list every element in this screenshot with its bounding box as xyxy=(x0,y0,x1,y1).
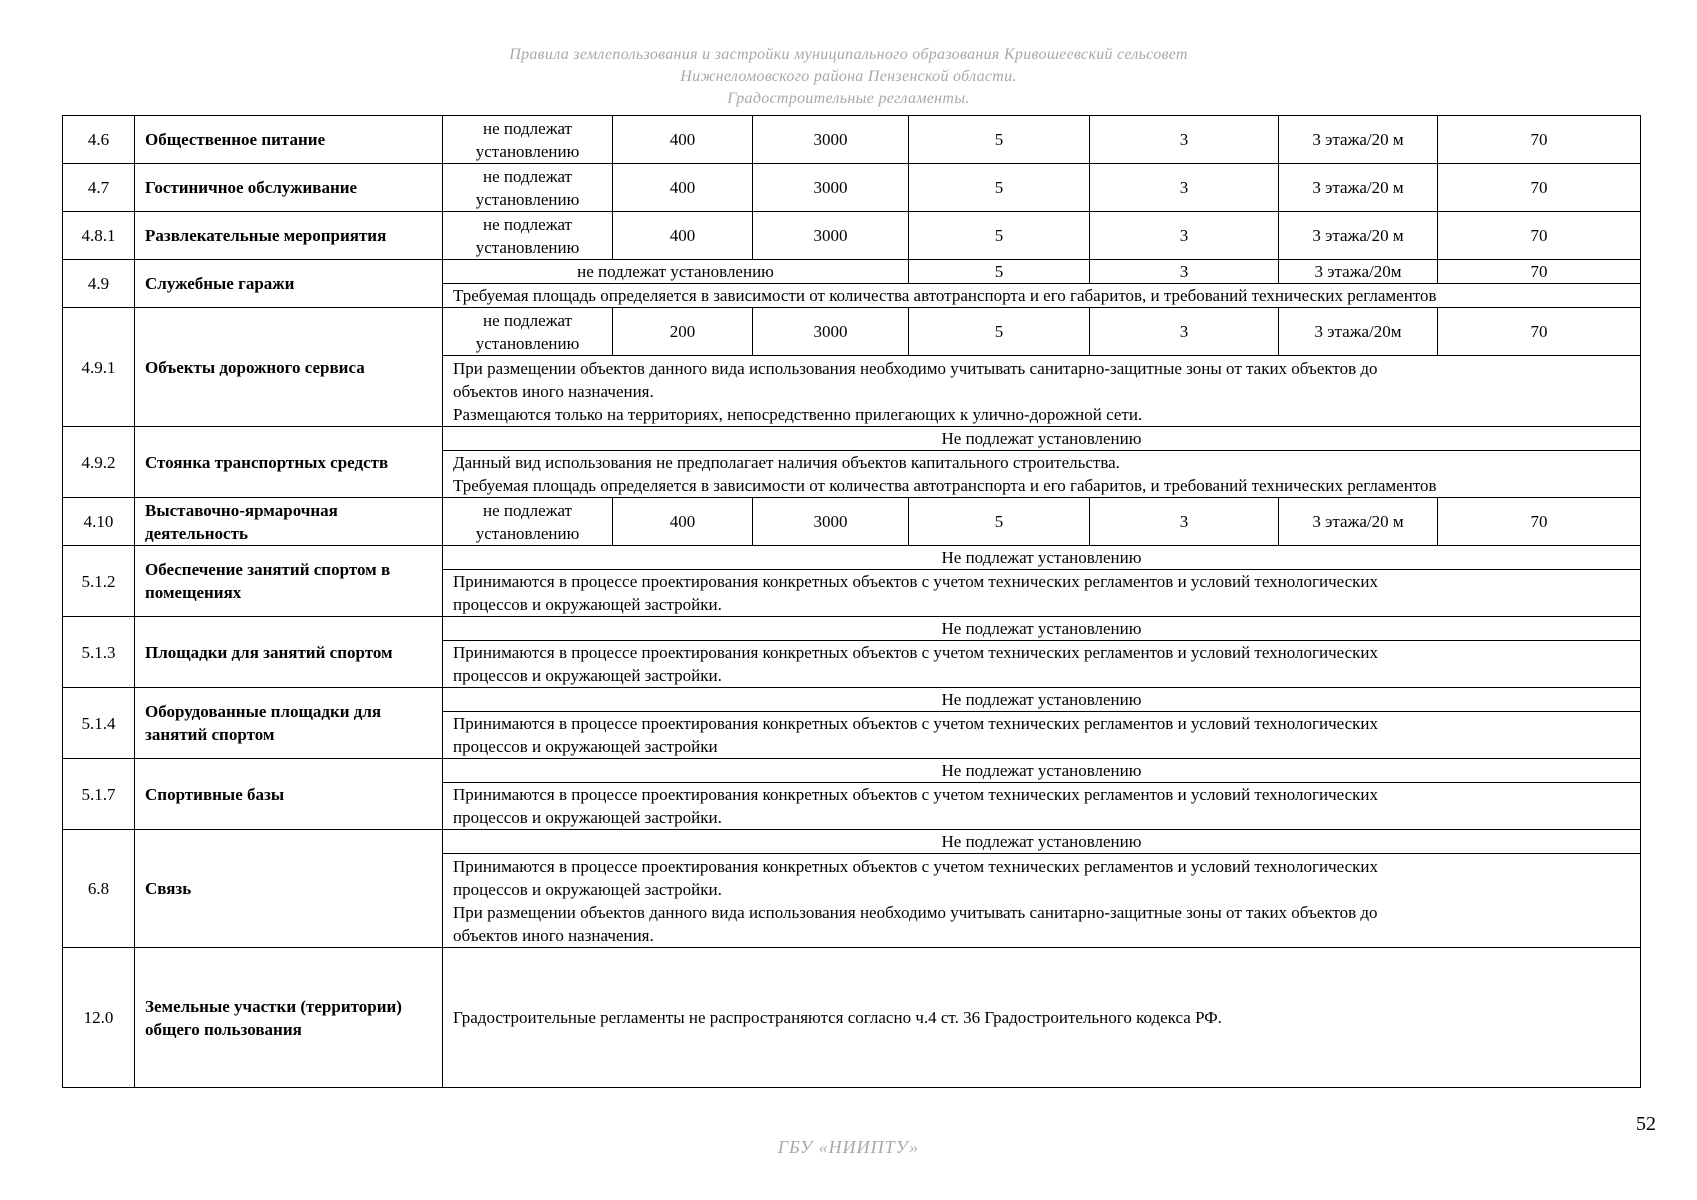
table-row xyxy=(63,308,1641,356)
cell-coverage: 70 xyxy=(1438,164,1641,212)
table-row xyxy=(63,617,1641,641)
cell-note: Принимаются в процессе проектирования конкретных объектов с учетом технических регламентов и условий технологических процессов и окружающей застройки. xyxy=(443,570,1641,617)
cell-not-set: не подлежат установлению xyxy=(443,308,613,356)
cell-indent-2: 3 xyxy=(1090,308,1279,356)
cell-note: Принимаются в процессе проектирования конкретных объектов с учетом технических регламентов и условий технологических процессов и окружающей застройки. xyxy=(443,641,1641,688)
table-row xyxy=(63,948,1641,1088)
cell-indent-2: 3 xyxy=(1090,260,1279,284)
cell-floors: 3 этажа/20 м xyxy=(1279,116,1438,164)
cell-indent-1: 5 xyxy=(909,308,1090,356)
cell-max-area: 3000 xyxy=(753,164,909,212)
row-name: Спортивные базы xyxy=(135,759,443,830)
table-row xyxy=(63,116,1641,164)
cell-not-set: Не подлежат установлению xyxy=(443,546,1641,570)
cell-note: Принимаются в процессе проектирования конкретных объектов с учетом технических регламентов и условий технологических процессов и окружающей застройки xyxy=(443,712,1641,759)
cell-indent-2: 3 xyxy=(1090,116,1279,164)
cell-floors: 3 этажа/20 м xyxy=(1279,212,1438,260)
table-row xyxy=(63,688,1641,712)
cell-not-set: не подлежат установлению xyxy=(443,212,613,260)
cell-indent-2: 3 xyxy=(1090,164,1279,212)
cell-note: При размещении объектов данного вида использования необходимо учитывать санитарно-защитные зоны от таких объектов до объектов иного назначения. Размещаются только на территориях, непосредственно прилегающих к улично-дорожной сети. xyxy=(443,356,1641,427)
row-name: Обеспечение занятий спортом в помещениях xyxy=(135,546,443,617)
cell-not-set: не подлежат установлению xyxy=(443,498,613,546)
header-line-2: Нижнеломовского района Пензенской области. xyxy=(680,68,1017,85)
cell-not-set: Не подлежат установлению xyxy=(443,688,1641,712)
cell-note: Данный вид использования не предполагает наличия объектов капитального строительства. Требуемая площадь определяется в зависимости от количества автотранспорта и его габаритов, и требований технических регламентов xyxy=(443,451,1641,498)
table-row xyxy=(63,164,1641,212)
table-row xyxy=(63,759,1641,783)
row-name: Связь xyxy=(135,830,443,948)
row-name: Площадки для занятий спортом xyxy=(135,617,443,688)
row-code: 4.9.1 xyxy=(63,308,135,427)
row-code: 4.10 xyxy=(63,498,135,546)
cell-note: Принимаются в процессе проектирования конкретных объектов с учетом технических регламентов и условий технологических процессов и окружающей застройки. При размещении объектов данного вида использования необходимо учитывать санитарно-защитные зоны от таких объектов до объектов иного назначения. xyxy=(443,854,1641,948)
cell-note: Градостроительные регламенты не распространяются согласно ч.4 ст. 36 Градостроительного кодекса РФ. xyxy=(443,948,1641,1088)
row-code: 4.9.2 xyxy=(63,427,135,498)
cell-not-set: Не подлежат установлению xyxy=(443,759,1641,783)
cell-not-set: Не подлежат установлению xyxy=(443,427,1641,451)
cell-not-set: не подлежат установлению xyxy=(443,116,613,164)
cell-not-set: не подлежат установлению xyxy=(443,164,613,212)
cell-indent-2: 3 xyxy=(1090,212,1279,260)
cell-floors: 3 этажа/20 м xyxy=(1279,498,1438,546)
cell-min-area: 200 xyxy=(613,308,753,356)
cell-min-area: 400 xyxy=(613,212,753,260)
cell-min-area: 400 xyxy=(613,164,753,212)
header-line-3: Градостроительные регламенты. xyxy=(727,90,970,107)
cell-not-set: не подлежат установлению xyxy=(443,260,909,284)
row-name: Развлекательные мероприятия xyxy=(135,212,443,260)
cell-coverage: 70 xyxy=(1438,498,1641,546)
row-code: 6.8 xyxy=(63,830,135,948)
cell-max-area: 3000 xyxy=(753,116,909,164)
regulations-table xyxy=(62,115,1641,1088)
cell-indent-1: 5 xyxy=(909,212,1090,260)
table-row xyxy=(63,260,1641,284)
cell-coverage: 70 xyxy=(1438,116,1641,164)
cell-note: Требуемая площадь определяется в зависимости от количества автотранспорта и его габаритов, и требований технических регламентов xyxy=(443,284,1641,308)
row-name: Гостиничное обслуживание xyxy=(135,164,443,212)
cell-floors: 3 этажа/20 м xyxy=(1279,164,1438,212)
row-code: 12.0 xyxy=(63,948,135,1088)
cell-indent-1: 5 xyxy=(909,164,1090,212)
cell-not-set: Не подлежат установлению xyxy=(443,830,1641,854)
row-name: Общественное питание xyxy=(135,116,443,164)
row-code: 4.6 xyxy=(63,116,135,164)
cell-coverage: 70 xyxy=(1438,260,1641,284)
header-line-1: Правила землепользования и застройки муниципального образования Кривошеевский сельсовет xyxy=(509,46,1188,63)
cell-indent-2: 3 xyxy=(1090,498,1279,546)
page-number: 52 xyxy=(1636,1113,1656,1135)
row-code: 5.1.2 xyxy=(63,546,135,617)
document-header xyxy=(0,44,1697,110)
document-footer: ГБУ «НИИПТУ» xyxy=(777,1137,920,1157)
cell-indent-1: 5 xyxy=(909,116,1090,164)
cell-max-area: 3000 xyxy=(753,308,909,356)
row-code: 4.8.1 xyxy=(63,212,135,260)
cell-max-area: 3000 xyxy=(753,498,909,546)
cell-min-area: 400 xyxy=(613,498,753,546)
cell-coverage: 70 xyxy=(1438,212,1641,260)
cell-max-area: 3000 xyxy=(753,212,909,260)
row-code: 5.1.4 xyxy=(63,688,135,759)
table-row xyxy=(63,830,1641,854)
table-row xyxy=(63,546,1641,570)
row-name: Земельные участки (территории) общего пользования xyxy=(135,948,443,1088)
table-row xyxy=(63,498,1641,546)
row-name: Выставочно-ярмарочная деятельность xyxy=(135,498,443,546)
row-code: 4.7 xyxy=(63,164,135,212)
table-row xyxy=(63,427,1641,451)
cell-floors: 3 этажа/20м xyxy=(1279,308,1438,356)
row-name: Стоянка транспортных средств xyxy=(135,427,443,498)
row-name: Оборудованные площадки для занятий спортом xyxy=(135,688,443,759)
cell-floors: 3 этажа/20м xyxy=(1279,260,1438,284)
cell-indent-1: 5 xyxy=(909,260,1090,284)
row-code: 4.9 xyxy=(63,260,135,308)
row-code: 5.1.7 xyxy=(63,759,135,830)
cell-not-set: Не подлежат установлению xyxy=(443,617,1641,641)
cell-min-area: 400 xyxy=(613,116,753,164)
table-row xyxy=(63,212,1641,260)
cell-note: Принимаются в процессе проектирования конкретных объектов с учетом технических регламентов и условий технологических процессов и окружающей застройки. xyxy=(443,783,1641,830)
row-code: 5.1.3 xyxy=(63,617,135,688)
row-name: Служебные гаражи xyxy=(135,260,443,308)
cell-indent-1: 5 xyxy=(909,498,1090,546)
row-name: Объекты дорожного сервиса xyxy=(135,308,443,427)
cell-coverage: 70 xyxy=(1438,308,1641,356)
